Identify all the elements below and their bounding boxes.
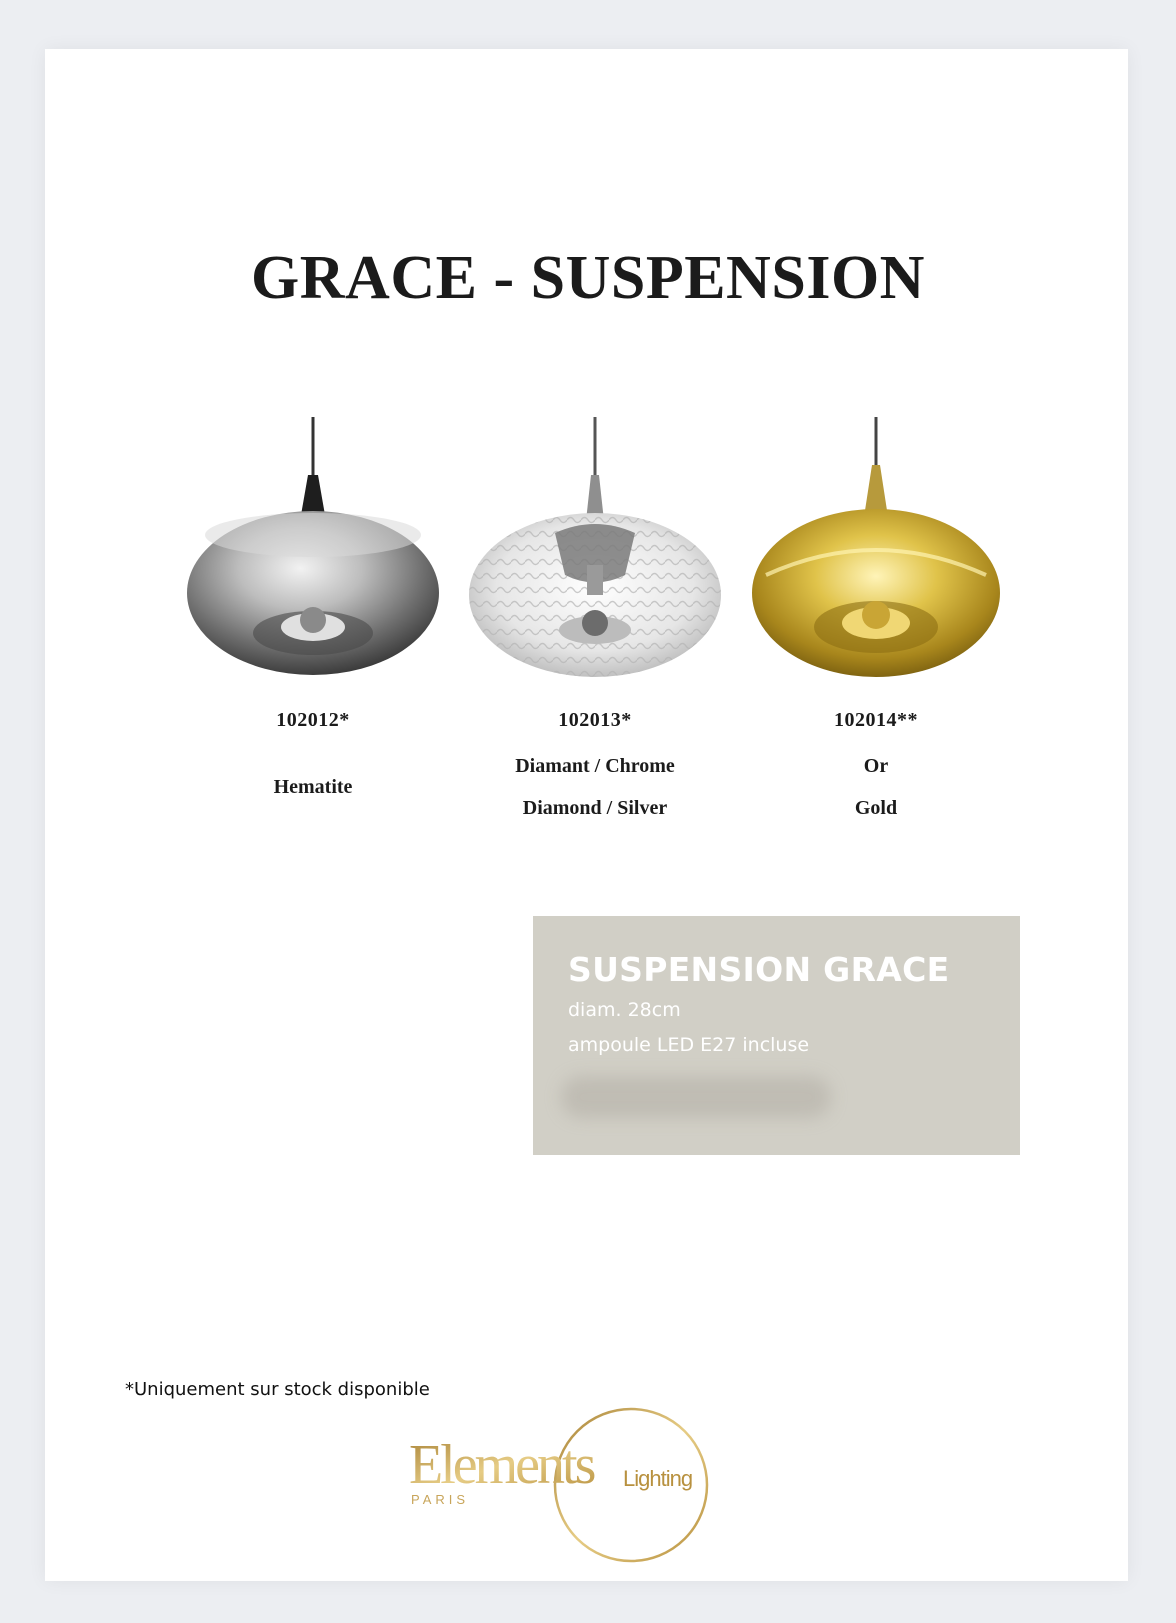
info-heading: SUSPENSION GRACE bbox=[568, 950, 950, 989]
product-code: 102013* bbox=[558, 709, 632, 731]
page-title: GRACE - SUSPENSION bbox=[251, 244, 925, 312]
product-code: 102012* bbox=[276, 709, 350, 731]
pendant-lamp-hematite-image bbox=[173, 415, 453, 695]
svg-text:Elements: Elements bbox=[409, 1434, 594, 1496]
svg-text:PARIS: PARIS bbox=[411, 1492, 470, 1507]
product-diamond bbox=[455, 415, 735, 835]
product-finish-label-en: Gold bbox=[854, 797, 898, 819]
pendant-lamp-diamond-image bbox=[455, 415, 735, 695]
product-info-box bbox=[533, 916, 1020, 1155]
product-finish-label-fr: Diamant / Chrome bbox=[515, 755, 675, 777]
blurred-text-area bbox=[561, 1076, 831, 1118]
product-hematite bbox=[173, 415, 453, 835]
info-diameter: diam. 28cm bbox=[568, 999, 681, 1021]
product-finish-label-fr: Or bbox=[863, 755, 889, 777]
elements-lighting-logo bbox=[405, 1403, 725, 1568]
info-bulb: ampoule LED E27 incluse bbox=[568, 1034, 810, 1056]
product-code: 102014** bbox=[834, 709, 918, 731]
stock-footnote: *Uniquement sur stock disponible bbox=[125, 1379, 430, 1400]
svg-text:Lighting: Lighting bbox=[623, 1466, 693, 1491]
pendant-lamp-gold-image bbox=[736, 415, 1016, 695]
product-gold bbox=[736, 415, 1016, 835]
product-finish-label-en: Diamond / Silver bbox=[522, 797, 668, 819]
product-finish-label: Hematite bbox=[273, 776, 353, 798]
